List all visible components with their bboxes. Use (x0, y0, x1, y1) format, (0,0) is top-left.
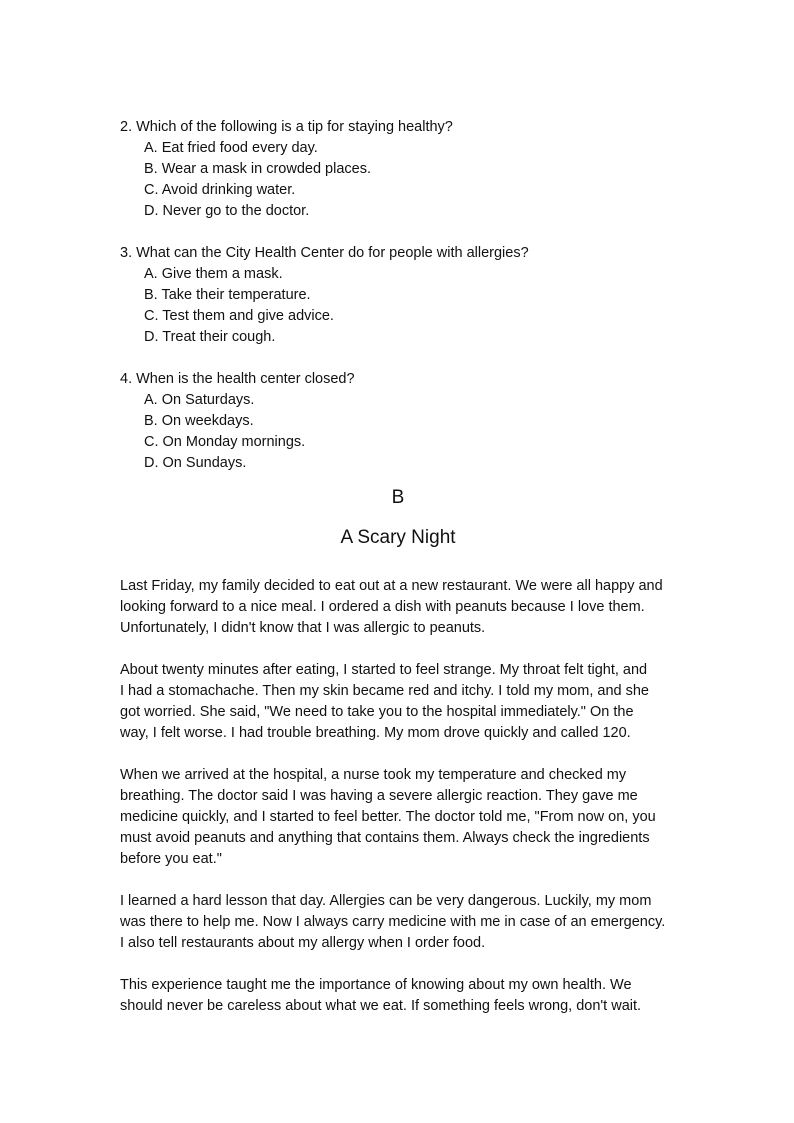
text-line: looking forward to a nice meal. I ordered a dish with peanuts because I love them. (120, 599, 645, 615)
text-line: Last Friday, my family decided to eat out at a new restaurant. We were all happy and (120, 578, 663, 594)
option-a: A. Give them a mask. (144, 266, 283, 282)
text-line: got worried. She said, "We need to take you to the hospital immediately." On the (120, 704, 634, 720)
text-line: medicine quickly, and I started to feel better. The doctor told me, "From now on, you (120, 809, 656, 825)
text-line: I had a stomachache. Then my skin became red and itchy. I told my mom, and she (120, 683, 649, 699)
text-line: This experience taught me the importance of knowing about my own health. We (120, 977, 632, 993)
text-line: I learned a hard lesson that day. Allergies can be very dangerous. Luckily, my mom (120, 893, 652, 909)
text-line: before you eat." (120, 851, 222, 867)
question-3 (120, 243, 676, 348)
text-line: When we arrived at the hospital, a nurse took my temperature and checked my (120, 767, 627, 783)
paragraph-1 (120, 576, 676, 639)
option-d: D. Never go to the doctor. (144, 203, 310, 219)
option-c: C. On Monday mornings. (144, 434, 306, 450)
option-b: B. Take their temperature. (144, 287, 311, 303)
option-d: D. Treat their cough. (144, 329, 276, 345)
paragraph-3 (120, 765, 676, 870)
option-c: C. Test them and give advice. (144, 308, 334, 324)
option-a: A. On Saturdays. (144, 392, 255, 408)
text-line: must avoid peanuts and anything that contains them. Always check the ingredients (120, 830, 650, 846)
text-line: I also tell restaurants about my allergy when I order food. (120, 935, 486, 951)
option-b: B. Wear a mask in crowded places. (144, 161, 371, 177)
option-b: B. On weekdays. (144, 413, 254, 429)
text-line: About twenty minutes after eating, I started to feel strange. My throat felt tight, and (120, 662, 648, 678)
question-stem: 4. When is the health center closed? (120, 371, 355, 387)
option-a: A. Eat fried food every day. (144, 140, 318, 156)
page-content (120, 117, 676, 1038)
option-d: D. On Sundays. (144, 455, 247, 471)
text-line: Unfortunately, I didn't know that I was allergic to peanuts. (120, 620, 486, 636)
question-2 (120, 117, 676, 222)
option-c: C. Avoid drinking water. (144, 182, 296, 198)
question-4 (120, 369, 676, 474)
text-line: was there to help me. Now I always carry medicine with me in case of an emergency. (120, 914, 666, 930)
text-line: breathing. The doctor said I was having a severe allergic reaction. They gave me (120, 788, 638, 804)
paragraph-4 (120, 891, 676, 954)
paragraph-2 (120, 660, 676, 744)
paragraph-5 (120, 975, 676, 1017)
question-stem: 3. What can the City Health Center do for people with allergies? (120, 245, 529, 261)
section-letter: B (391, 487, 405, 508)
question-stem: 2. Which of the following is a tip for staying healthy? (120, 119, 453, 135)
text-line: way, I felt worse. I had trouble breathing. My mom drove quickly and called 120. (120, 725, 631, 741)
text-line: should never be careless about what we eat. If something feels wrong, don't wait. (120, 998, 642, 1014)
passage-title: A Scary Night (340, 527, 456, 548)
